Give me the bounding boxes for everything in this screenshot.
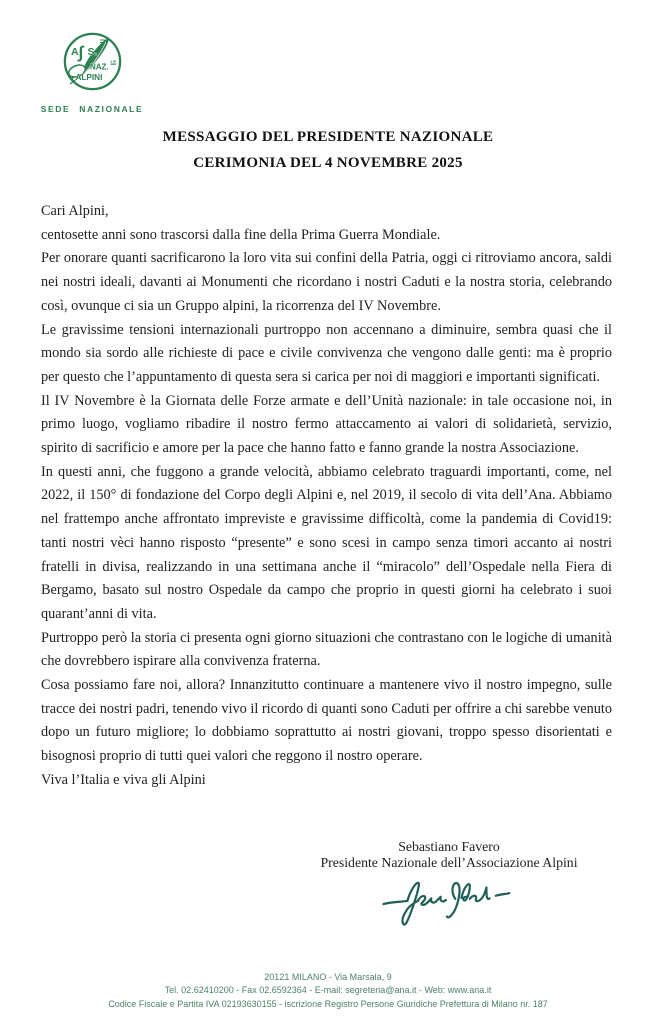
footer-contacts: Tel. 02.62410200 - Fax 02.6592364 - E-mail: segreteria@ana.it - Web: www.ana.it	[164, 985, 492, 995]
sede-nazionale-label: SEDE NAZIONALE	[40, 104, 144, 114]
letter-body	[41, 200, 612, 793]
paragraph: In questi anni, che fuggono a grande velocità, abbiamo celebrato traguardi importanti, come, nel 2022, il 150° di fondazione del Corpo degli Alpini e, nel 2019, il secolo di vita dell’Ana. Abbiamo nel frattempo anche affrontato impreviste e gravissime difficoltà, come la pandemia di Covid19: tanti nostri vèci hanno risposto “presente” e sono scesi in campo senza timori accanto ai nostri fratelli in divisa, realizzando in una settimana anche il “miracolo” dell’Ospedale nella Fiera di Bergamo, basato sul nostro Ospedale da campo che proprio in questi giorni ha celebrato i suoi quarant’anni di vita.	[41, 463, 612, 622]
logo-text-naz-sup: LE	[110, 59, 116, 65]
signature-block	[299, 839, 599, 928]
logo-text-s-stylized: ∫	[78, 43, 83, 62]
paragraph: Il IV Novembre è la Giornata delle Forze armate e dell’Unità nazionale: in tale occasione noi, in primo luogo, vogliamo ribadire il nostro fermo attaccamento ai valori di solidarietà, servizio, spirito di sacrificio e amore per la pace che hanno fatto e fanno grande la nostra Associazione.	[41, 392, 612, 457]
paragraph: centosette anni sono trascorsi dalla fine della Prima Guerra Mondiale.	[41, 226, 441, 243]
letterhead	[32, 0, 152, 114]
paragraph: Per onorare quanti sacrificarono la loro vita sui confini della Patria, oggi ci ritroviamo ancora, saldi nei nostri ideali, davanti ai Monumenti che ricordano i nostri Caduti e la nostra storia, celebrando così, ovunque ci sia un Gruppo alpini, la ricorrenza del IV Novembre.	[41, 250, 612, 314]
letter-footer	[0, 971, 656, 1012]
footer-fiscal: Codice Fiscale e Partita IVA 02193630155 - iscrizione Registro Persone Giuridiche Prefettura di Milano nr. 187	[108, 998, 548, 1009]
handwritten-signature-image	[374, 876, 524, 928]
title-line-1: MESSAGGIO DEL PRESIDENTE NAZIONALE	[162, 129, 494, 145]
logo-text-naz: NAZ.	[89, 62, 109, 72]
logo-text-alpini: ALPINI	[75, 73, 102, 82]
ana-logo-icon	[62, 31, 123, 92]
paragraph-closing: Viva l’Italia e viva gli Alpini	[41, 771, 206, 788]
paragraph: Purtroppo però la storia ci presenta ogni giorno situazioni che contrastano con le logiche di umanità che dovrebbero ispirare alla convivenza fraterna.	[41, 629, 612, 670]
footer-address: 20121 MILANO - Via Marsala, 9	[264, 971, 392, 982]
logo-text-a: A	[70, 46, 79, 58]
letter-title	[0, 124, 656, 176]
signer-role: Presidente Nazionale dell’Associazione Alpini	[320, 855, 578, 871]
title-line-2: CERIMONIA DEL 4 NOVEMBRE 2025	[193, 155, 463, 171]
signer-name: Sebastiano Favero	[398, 838, 500, 854]
paragraph: Le gravissime tensioni internazionali purtroppo non accennano a diminuire, sembra quasi che il mondo sia sordo alle richieste di pace e civile convivenza che vengono dalle genti: ma è proprio per questo che l’appuntamento di questa sera si carica per noi di maggiori e importanti significati.	[41, 321, 612, 385]
paragraph-salutation: Cari Alpini,	[41, 203, 109, 219]
paragraph: Cosa possiamo fare noi, allora? Innanzitutto continuare a mantenere vivo il nostro impegno, sulle tracce dei nostri padri, tenendo vivo il ricordo di quanti sono Caduti per offrire a chi sarebbe venuto dopo un futuro migliore; lo dobbiamo soprattutto ai nostri giovani, troppo spesso disorientati e bisognosi proprio di tutti quei valori che reggono il nostro operare.	[41, 677, 612, 765]
logo-text-s: S.	[87, 46, 97, 58]
